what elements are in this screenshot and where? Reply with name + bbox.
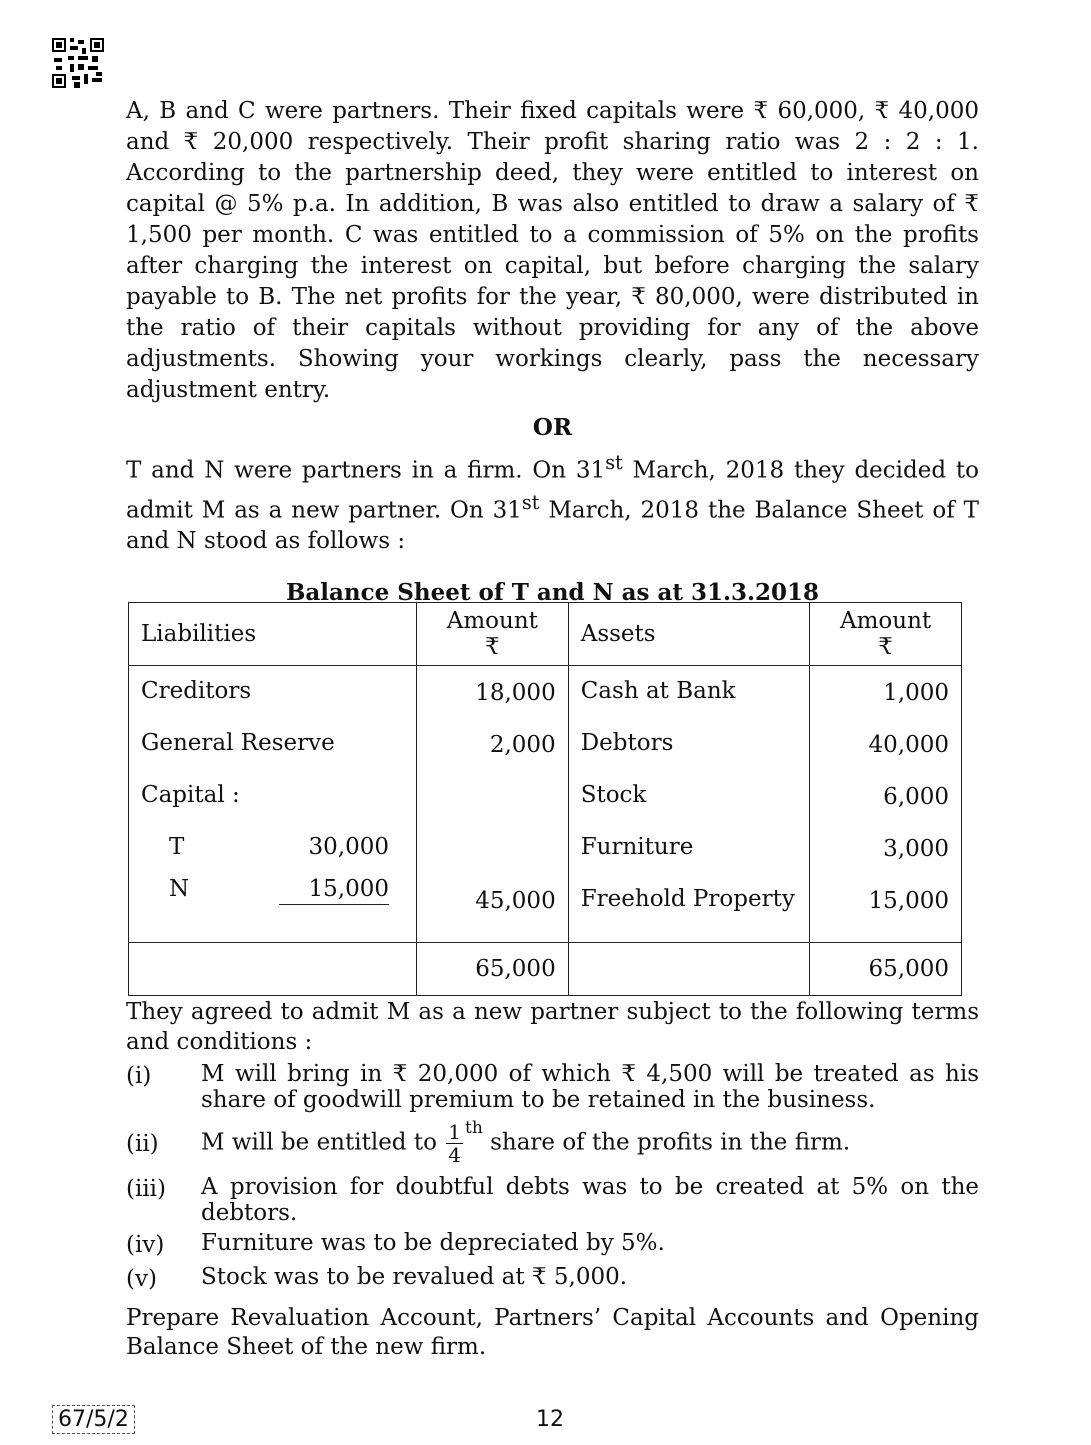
paper-code: 67/5/2 <box>52 1405 135 1434</box>
asset-item: Furniture <box>580 834 694 860</box>
liabilities-amount-column <box>416 666 568 943</box>
condition-item: (v) Stock was to be revalued at ₹ 5,000. <box>126 1264 628 1292</box>
total-assets: 65,000 <box>810 943 962 996</box>
liability-item: General Reserve <box>141 730 335 756</box>
table-total-row <box>129 943 962 996</box>
header-assets: Assets <box>568 603 809 666</box>
liability-item: Capital : <box>141 782 240 808</box>
liability-amount: 18,000 <box>475 680 556 706</box>
asset-amount: 6,000 <box>883 784 949 810</box>
or-separator: OR <box>532 414 573 441</box>
condition-item: (ii) M will be entitled to $\frac{1}{4}$ $^{th}$ share of the profits in the firm. <box>126 1117 851 1167</box>
condition-item: (iii) A provision for doubtful debts was to be created at 5% on the debtors. <box>126 1174 979 1226</box>
table-body-row <box>129 666 962 943</box>
asset-amount: 1,000 <box>883 680 949 706</box>
page-number: 12 <box>536 1407 564 1432</box>
asset-item: Cash at Bank <box>580 678 736 704</box>
asset-item: Stock <box>580 782 647 808</box>
balance-sheet-table <box>128 602 962 996</box>
asset-item: Freehold Property <box>580 886 795 912</box>
condition-item: (iv) Furniture was to be depreciated by 5%. <box>126 1230 665 1258</box>
closing-instruction: Prepare Revaluation Account, Partners’ Capital Accounts and Opening Balance Sheet of the new firm. <box>126 1305 979 1360</box>
condition-item: (i) M will bring in ₹ 20,000 of which ₹ 4,500 will be treated as his share of goodwill premium to be retained in the business. <box>126 1061 979 1113</box>
balance-sheet-title: Balance Sheet of T and N as at 31.3.2018 <box>285 579 820 607</box>
liability-item: Creditors <box>141 678 252 704</box>
liability-amount: 2,000 <box>489 732 556 758</box>
header-amount-liab: Amount ₹ <box>416 603 568 666</box>
asset-item: Debtors <box>580 730 674 756</box>
total-liabilities: 65,000 <box>416 943 568 996</box>
asset-amount: 40,000 <box>868 732 949 758</box>
capital-row-n: N 15,000 <box>141 876 404 924</box>
table-header-row <box>129 603 962 666</box>
asset-amount: 15,000 <box>868 888 949 914</box>
asset-amount: 3,000 <box>883 836 949 862</box>
capital-total: 45,000 <box>475 888 556 914</box>
fraction: $\frac{1}{4}$ <box>448 1120 461 1167</box>
assets-amount-column <box>810 666 962 943</box>
liabilities-column <box>129 666 417 943</box>
header-liabilities: Liabilities <box>129 603 417 666</box>
question-paragraph-2: T and N were partners in a firm. On 31st March, 2018 they decided to admit M as a new partner. On 31st March, 2018 the Balance Sheet of T and N stood as follows : <box>126 451 979 555</box>
conditions-section <box>126 997 979 1362</box>
question-paragraph-1: A, B and C were partners. Their fixed capitals were ₹ 60,000, ₹ 40,000 and ₹ 20,000 respectively. Their profit sharing ratio was 2 : 2 : 1. According to the partnership deed, they were entitled to interest on capital @ 5% p.a. In addition, B was also entitled to draw a salary of ₹ 1,500 per month. C was entitled to a commission of 5% on the profits after charging the interest on capital, but before charging the salary payable to B. The net profits for the year, ₹ 80,000, were distributed in the ratio of their capitals without providing for any of the above adjustments. Showing your workings clearly, pass the necessary adjustment entry. <box>126 98 979 403</box>
header-amount-assets: Amount ₹ <box>810 603 962 666</box>
conditions-intro: They agreed to admit M as a new partner subject to the following terms and conditions : <box>126 999 979 1055</box>
capital-row-t: T 30,000 <box>169 834 389 860</box>
liability-amount <box>429 784 556 836</box>
qr-code-icon <box>52 38 104 88</box>
assets-column <box>568 666 809 943</box>
question-content <box>126 96 979 616</box>
